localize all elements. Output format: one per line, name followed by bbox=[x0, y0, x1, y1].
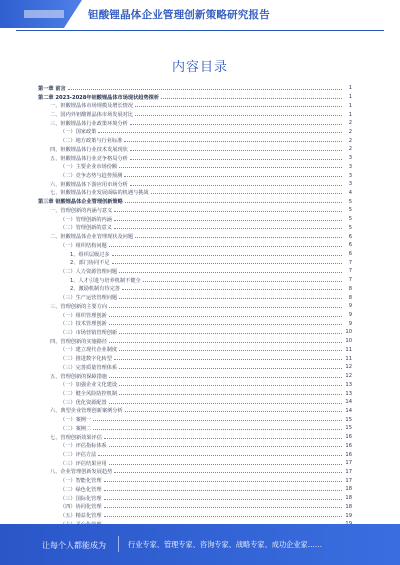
toc-entry[interactable] bbox=[38, 162, 352, 171]
toc-entry-text: （二）评估方法 bbox=[60, 452, 97, 459]
toc-entry-text: （二）推进数字化转型 bbox=[60, 356, 112, 363]
toc-entry-text: （二）技术管理创新 bbox=[60, 321, 107, 328]
toc-entry[interactable] bbox=[38, 511, 352, 520]
toc-entry-text: 三、管理创新的主要方向 bbox=[50, 303, 108, 310]
toc-entry[interactable] bbox=[38, 189, 352, 198]
toc-entry[interactable] bbox=[38, 415, 352, 424]
toc-entry[interactable] bbox=[38, 154, 352, 163]
toc-entry-text: 一、钽酸锂晶体市场规模及增长情况 bbox=[50, 103, 134, 110]
toc-page-number: 16 bbox=[345, 434, 352, 441]
toc-entry-text: 第三章 钽酸锂晶体企业管理创新策略 bbox=[38, 199, 123, 206]
toc-page-number: 7 bbox=[348, 277, 352, 284]
toc-entry-text: （一）主要企业市场份额 bbox=[60, 164, 118, 171]
toc-entry[interactable] bbox=[38, 494, 352, 503]
toc-page-number: 12 bbox=[345, 364, 352, 371]
toc-leader-dots bbox=[161, 98, 342, 99]
toc-entry-text: （一）管理创新的内涵 bbox=[60, 216, 112, 223]
toc-page-number: 2 bbox=[348, 137, 352, 144]
toc-page-number: 11 bbox=[345, 355, 352, 362]
toc-entry[interactable] bbox=[38, 363, 352, 372]
toc-entry-text: 二、国内外钽酸锂晶体市场发展对比 bbox=[50, 112, 134, 119]
toc-leader-dots bbox=[151, 193, 342, 194]
toc-entry-text: （一）组织结构问题 bbox=[60, 242, 107, 249]
toc-leader-dots bbox=[114, 220, 342, 221]
toc-entry[interactable] bbox=[38, 476, 352, 485]
toc-page-number: 15 bbox=[345, 416, 352, 423]
toc-entry[interactable] bbox=[38, 337, 352, 346]
footer-slogan-right: 行业专家、管理专家、咨询专家、战略专家、成功企业家…… bbox=[128, 540, 323, 549]
toc-heading: 内容目录 bbox=[171, 60, 228, 75]
toc-entry[interactable] bbox=[38, 128, 352, 137]
toc-entry-text: 四、管理创新的实施路径 bbox=[50, 338, 108, 345]
toc-entry[interactable] bbox=[38, 389, 352, 398]
toc-leader-dots bbox=[130, 159, 342, 160]
toc-entry[interactable] bbox=[38, 354, 352, 363]
toc-entry[interactable] bbox=[38, 197, 352, 206]
toc-leader-dots bbox=[119, 385, 342, 386]
toc-leader-dots bbox=[104, 481, 342, 482]
toc-page-number: 18 bbox=[345, 486, 352, 493]
toc-entry-text: （一）加强企业文化建设 bbox=[60, 382, 118, 389]
toc-entry[interactable] bbox=[38, 450, 352, 459]
toc-page-number: 7 bbox=[348, 268, 352, 275]
toc-page-number: 4 bbox=[348, 189, 352, 196]
toc-page-number: 3 bbox=[348, 181, 352, 188]
toc-leader-dots bbox=[114, 472, 342, 473]
toc-page-number: 9 bbox=[348, 303, 352, 310]
toc-leader-dots bbox=[135, 237, 342, 238]
toc-page-number: 14 bbox=[345, 407, 352, 414]
toc-page-number: 11 bbox=[345, 346, 352, 353]
toc-leader-dots bbox=[119, 368, 342, 369]
toc-page-number: 8 bbox=[348, 294, 352, 301]
toc-leader-dots bbox=[114, 228, 342, 229]
toc-entry[interactable] bbox=[38, 407, 352, 416]
toc-leader-dots bbox=[125, 411, 342, 412]
toc-leader-dots bbox=[130, 185, 342, 186]
toc-page-number: 17 bbox=[345, 468, 352, 475]
header-bar bbox=[0, 0, 400, 32]
footer-divider bbox=[118, 536, 119, 552]
toc-entry[interactable] bbox=[38, 398, 352, 407]
toc-entry-text: （三）生产运营管理问题 bbox=[60, 295, 118, 302]
toc-leader-dots bbox=[119, 333, 342, 334]
toc-page-number: 3 bbox=[348, 172, 352, 179]
toc-page-number: 14 bbox=[345, 399, 352, 406]
toc-entry-text: （一）案例一 bbox=[60, 417, 92, 424]
toc-page-number: 18 bbox=[345, 503, 352, 510]
toc-entry[interactable] bbox=[38, 215, 352, 224]
toc-page-number: 8 bbox=[348, 285, 352, 292]
toc-entry[interactable] bbox=[38, 293, 352, 302]
toc-entry[interactable] bbox=[38, 232, 352, 241]
toc-leader-dots bbox=[104, 516, 342, 517]
toc-entry[interactable] bbox=[38, 459, 352, 468]
toc-entry-text: （五）精益化管理 bbox=[60, 513, 102, 520]
toc-page-number: 13 bbox=[345, 390, 352, 397]
toc-entry-text: 一、管理创新的内涵与意义 bbox=[50, 207, 113, 214]
toc-leader-dots bbox=[104, 438, 342, 439]
toc-leader-dots bbox=[104, 490, 342, 491]
toc-page-number: 10 bbox=[345, 338, 352, 345]
toc-page-number: 17 bbox=[345, 477, 352, 484]
toc-entry-text: 2、激励机制有待完善 bbox=[70, 286, 120, 293]
toc-leader-dots bbox=[119, 394, 342, 395]
toc-entry[interactable] bbox=[38, 503, 352, 512]
toc-entry[interactable] bbox=[38, 180, 352, 189]
toc-entry-text: 二、钽酸锂晶体企业管理现状及问题 bbox=[50, 234, 134, 241]
toc-leader-dots bbox=[109, 446, 342, 447]
toc-page-number: 3 bbox=[348, 155, 352, 162]
toc-leader-dots bbox=[143, 281, 342, 282]
toc-entry[interactable] bbox=[38, 424, 352, 433]
toc-leader-dots bbox=[124, 176, 342, 177]
toc-entry[interactable] bbox=[38, 311, 352, 320]
toc-entry-text: 第一章 前言 bbox=[38, 85, 66, 92]
toc-page-number: 5 bbox=[348, 216, 352, 223]
footer-slogan-left: 让每个人都能成为 bbox=[42, 541, 106, 550]
toc-entry-text: （三）国际化管理 bbox=[60, 495, 102, 502]
toc-entry-text: （一）评估指标体系 bbox=[60, 443, 107, 450]
toc-entry[interactable] bbox=[38, 441, 352, 450]
toc-leader-dots bbox=[114, 359, 342, 360]
header-decoration bbox=[24, 10, 64, 18]
toc-page-number: 9 bbox=[348, 312, 352, 319]
toc-entry-text: （二）管理创新的意义 bbox=[60, 225, 112, 232]
toc-entry-text: 七、钽酸锂晶体行业发展面临的机遇与挑战 bbox=[50, 190, 149, 197]
toc-entry[interactable] bbox=[38, 250, 352, 259]
toc-entry[interactable] bbox=[38, 110, 352, 119]
toc-leader-dots bbox=[98, 455, 342, 456]
toc-leader-dots bbox=[109, 246, 342, 247]
toc-page-number: 16 bbox=[345, 442, 352, 449]
toc-entry[interactable] bbox=[38, 258, 352, 267]
toc-entry[interactable] bbox=[38, 84, 352, 93]
toc-page-number: 5 bbox=[348, 207, 352, 214]
toc-entry-text: （二）竞争态势与趋势预测 bbox=[60, 173, 123, 180]
toc-entry-text: （三）评估结果应用 bbox=[60, 460, 107, 467]
toc-leader-dots bbox=[125, 202, 342, 203]
toc-entry[interactable] bbox=[38, 145, 352, 154]
toc-leader-dots bbox=[109, 464, 342, 465]
toc-page-number: 17 bbox=[345, 460, 352, 467]
toc-leader-dots bbox=[109, 403, 342, 404]
toc-leader-dots bbox=[109, 307, 342, 308]
toc-entry-text: 五、管理创新的保障措施 bbox=[50, 373, 108, 380]
toc-entry-text: 六、钽酸锂晶体下游应用市场分析 bbox=[50, 181, 128, 188]
toc-leader-dots bbox=[109, 377, 342, 378]
toc-leader-dots bbox=[122, 289, 342, 290]
table-of-contents bbox=[38, 84, 352, 529]
toc-leader-dots bbox=[104, 507, 342, 508]
toc-entry[interactable] bbox=[38, 328, 352, 337]
toc-entry-text: （二）人力资源管理问题 bbox=[60, 268, 118, 275]
toc-entry[interactable] bbox=[38, 380, 352, 389]
toc-entry-text: （一）组织管理创新 bbox=[60, 312, 107, 319]
toc-page-number: 10 bbox=[345, 329, 352, 336]
toc-page-number: 6 bbox=[348, 251, 352, 258]
toc-page-number: 13 bbox=[345, 381, 352, 388]
toc-page-number: 1 bbox=[348, 102, 352, 109]
toc-page-number: 19 bbox=[345, 512, 352, 519]
toc-page-number: 16 bbox=[345, 451, 352, 458]
toc-entry[interactable] bbox=[38, 171, 352, 180]
toc-page-number: 2 bbox=[348, 120, 352, 127]
toc-page-number: 1 bbox=[348, 94, 352, 101]
toc-entry[interactable] bbox=[38, 433, 352, 442]
toc-leader-dots bbox=[98, 132, 342, 133]
toc-leader-dots bbox=[130, 150, 342, 151]
toc-entry[interactable] bbox=[38, 372, 352, 381]
toc-leader-dots bbox=[130, 124, 342, 125]
toc-entry[interactable] bbox=[38, 206, 352, 215]
toc-leader-dots bbox=[114, 211, 342, 212]
toc-entry-text: （三）优化资源配置 bbox=[60, 399, 107, 406]
toc-leader-dots bbox=[119, 167, 342, 168]
toc-entry-text: 三、钽酸锂晶体行业政策环境分析 bbox=[50, 120, 128, 127]
toc-entry[interactable] bbox=[38, 319, 352, 328]
toc-entry-text: （二）绿色化管理 bbox=[60, 486, 102, 493]
toc-page-number: 12 bbox=[345, 373, 352, 380]
toc-leader-dots bbox=[104, 499, 342, 500]
footer-bar bbox=[0, 524, 400, 565]
toc-page-number: 6 bbox=[348, 233, 352, 240]
toc-entry[interactable] bbox=[38, 346, 352, 355]
toc-entry[interactable] bbox=[38, 267, 352, 276]
toc-entry-text: 六、典型企业管理创新案例分析 bbox=[50, 408, 123, 415]
toc-page-number: 7 bbox=[348, 259, 352, 266]
toc-page-number: 3 bbox=[348, 163, 352, 170]
toc-leader-dots bbox=[119, 272, 342, 273]
toc-page-number: 2 bbox=[348, 128, 352, 135]
toc-entry-text: 1、人才引进与培养机制不健全 bbox=[70, 277, 141, 284]
toc-entry[interactable] bbox=[38, 136, 352, 145]
toc-entry-text: 2、部门协同不足 bbox=[70, 260, 110, 267]
toc-entry-text: 八、企业管理创新发展趋势 bbox=[50, 469, 113, 476]
toc-entry-text: （二）地方政策与行业标准 bbox=[60, 138, 123, 145]
toc-leader-dots bbox=[93, 429, 342, 430]
toc-leader-dots bbox=[112, 263, 342, 264]
report-title: 钽酸锂晶体企业管理创新策略研究报告 bbox=[88, 9, 270, 21]
toc-entry-text: （四）协同化管理 bbox=[60, 504, 102, 511]
toc-entry-text: （三）完善质量管理体系 bbox=[60, 364, 118, 371]
toc-entry-text: 第二章 2023-2028年钽酸锂晶体市场现状趋势探析 bbox=[38, 94, 160, 101]
toc-page-number: 6 bbox=[348, 242, 352, 249]
toc-leader-dots bbox=[68, 89, 342, 90]
toc-page-number: 5 bbox=[348, 224, 352, 231]
toc-page-number: 1 bbox=[348, 85, 352, 92]
toc-page-number: 1 bbox=[348, 111, 352, 118]
toc-entry-text: 1、组织层级过多 bbox=[70, 251, 110, 258]
toc-entry-text: （三）市场营销管理创新 bbox=[60, 329, 118, 336]
toc-page-number: 18 bbox=[345, 495, 352, 502]
header-divider bbox=[16, 30, 384, 31]
toc-leader-dots bbox=[119, 298, 342, 299]
toc-page-number: 9 bbox=[348, 320, 352, 327]
toc-leader-dots bbox=[93, 420, 342, 421]
toc-page-number: 5 bbox=[348, 198, 352, 205]
toc-leader-dots bbox=[109, 316, 342, 317]
toc-entry[interactable] bbox=[38, 93, 352, 102]
toc-entry-text: 五、钽酸锂晶体行业竞争格局分析 bbox=[50, 155, 128, 162]
toc-leader-dots bbox=[135, 115, 342, 116]
toc-entry-text: （一）智能化管理 bbox=[60, 478, 102, 485]
toc-entry-text: （二）健全风险防控机制 bbox=[60, 391, 118, 398]
toc-entry[interactable] bbox=[38, 241, 352, 250]
toc-entry-text: 四、钽酸锂晶体行业技术发展现状 bbox=[50, 146, 128, 153]
toc-leader-dots bbox=[119, 350, 342, 351]
toc-page-number: 2 bbox=[348, 146, 352, 153]
toc-leader-dots bbox=[112, 255, 342, 256]
toc-entry[interactable] bbox=[38, 468, 352, 477]
toc-entry[interactable] bbox=[38, 302, 352, 311]
toc-entry[interactable] bbox=[38, 285, 352, 294]
toc-entry[interactable] bbox=[38, 224, 352, 233]
toc-page-number: 15 bbox=[345, 425, 352, 432]
toc-entry-text: （一）国家政策 bbox=[60, 129, 97, 136]
toc-entry-text: 七、管理创新效果评估 bbox=[50, 434, 102, 441]
toc-entry[interactable] bbox=[38, 101, 352, 110]
toc-entry[interactable] bbox=[38, 276, 352, 285]
toc-leader-dots bbox=[109, 342, 342, 343]
toc-entry[interactable] bbox=[38, 119, 352, 128]
toc-entry-text: （二）案例二 bbox=[60, 425, 92, 432]
toc-leader-dots bbox=[124, 141, 342, 142]
toc-leader-dots bbox=[135, 106, 342, 107]
toc-entry[interactable] bbox=[38, 485, 352, 494]
toc-entry-text: （一）建立现代企业制度 bbox=[60, 347, 118, 354]
toc-leader-dots bbox=[109, 324, 342, 325]
